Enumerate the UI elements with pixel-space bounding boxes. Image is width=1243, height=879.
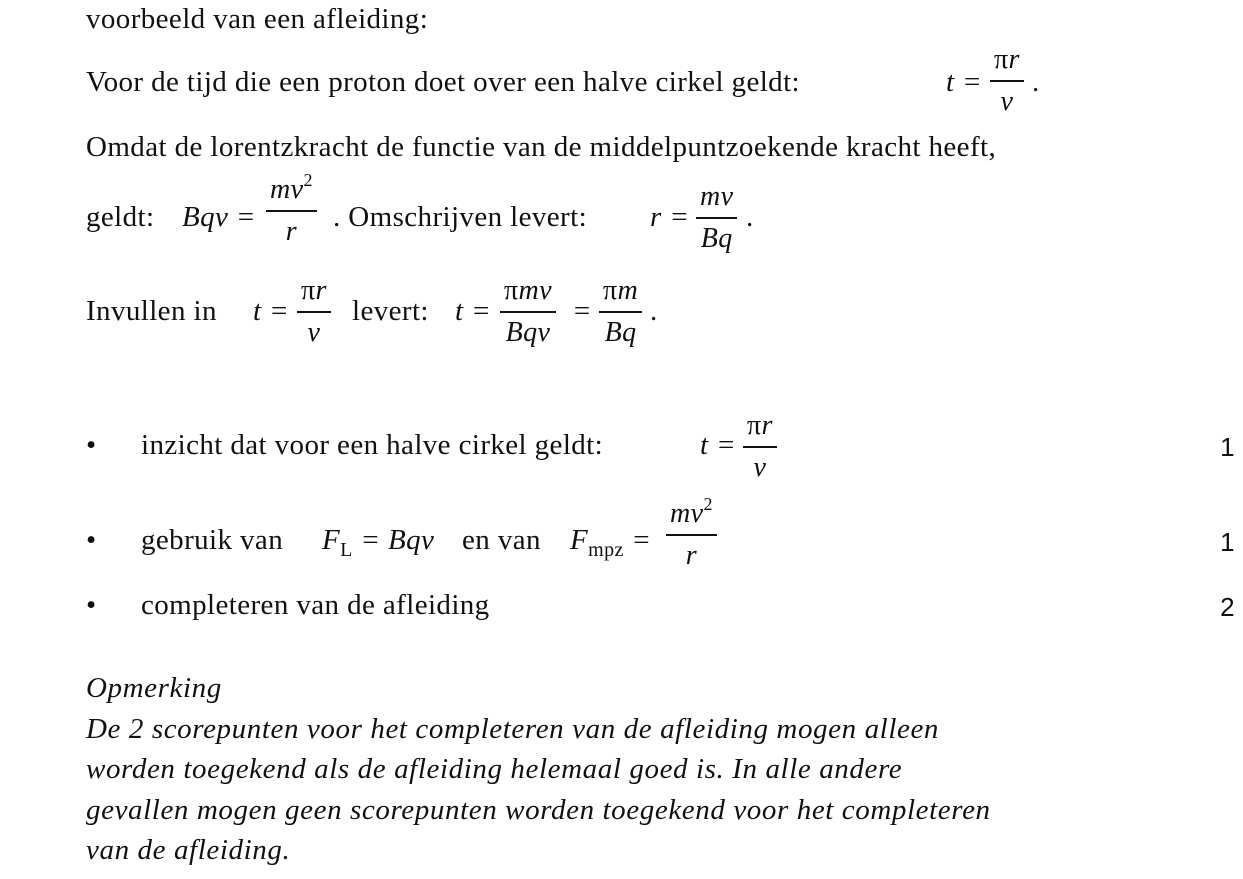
force-symbol: F [322,524,341,556]
bullet-2-symbol: • [86,524,97,556]
intro-text: voorbeeld van een afleiding: [86,3,429,35]
fraction-denominator: Bq [700,222,733,254]
bullet-2-formula-fmpz [570,524,651,562]
line4-formula-lhs1: t = [253,295,290,327]
bullet-2-formula-fl [322,524,434,562]
force-subscript: L [340,539,353,561]
fraction-numerator: mv [518,275,552,306]
line1-formula-lhs: t = [946,66,983,98]
line4-period: . [650,295,658,327]
force-rhs: = Bqv [360,524,435,556]
line1-period: . [1032,66,1040,98]
fraction-numerator: m [617,275,639,306]
exponent: 2 [303,170,313,190]
line3-middle-text: . Omschrijven levert: [333,201,588,233]
remark-line: worden toegekend als de afleiding helemaal goed is. In alle andere [86,753,903,785]
line3-formula-lhs2: r = [650,201,690,233]
pi-symbol: π [747,410,762,441]
remark-heading: Opmerking [86,672,222,704]
line4-fraction-2 [500,277,556,347]
fraction-denominator: v [1000,85,1014,117]
fraction-numerator: r [761,410,773,441]
force-subscript: mpz [588,539,624,561]
bullet-2-text-b: en van [462,524,541,556]
exponent: 2 [703,494,713,514]
line4-formula-lhs2: t = [455,295,492,327]
pi-symbol: π [301,275,316,306]
bullet-1-formula-lhs: t = [700,429,737,461]
remark-line: van de afleiding. [86,834,291,866]
pi-symbol: π [603,275,618,306]
bullet-2-score: 1 [1220,527,1235,557]
bullet-1-fraction [743,412,777,482]
line3-fraction-1 [266,170,317,247]
fraction-numerator: mv [700,181,734,212]
pi-symbol: π [994,44,1009,75]
line4-equals: = [572,295,592,327]
bullet-1-symbol: • [86,429,97,461]
fraction-denominator: v [307,316,321,348]
fraction-denominator: Bqv [505,316,551,348]
fraction-numerator: r [1008,44,1020,75]
remark-block [86,668,1186,871]
fraction-numerator: mv [270,174,304,205]
bullet-2-text-a: gebruik van [141,524,284,556]
bullet-3-symbol: • [86,589,97,621]
fraction-denominator: Bq [604,316,637,348]
line4-middle-text: levert: [352,295,429,327]
force-symbol: F [570,524,589,556]
line2-text: Omdat de lorentzkracht de functie van de middelpuntzoekende kracht heeft, [86,131,997,163]
bullet-3-score: 2 [1220,592,1235,622]
remark-line: De 2 scorepunten voor het completeren van de afleiding mogen alleen [86,712,940,745]
bullet-2-fraction [666,494,717,571]
bullet-3-text: completeren van de afleiding [141,589,490,621]
fraction-denominator: v [753,451,767,483]
fraction-numerator: r [315,275,327,306]
bullet-1-score: 1 [1220,432,1235,462]
fraction-numerator: mv [670,498,704,529]
line1-fraction [990,46,1024,116]
bullet-1-text: inzicht dat voor een halve cirkel geldt: [141,429,604,461]
line3-formula-lhs: Bqv = [182,201,256,233]
line4-fraction-1 [297,277,331,347]
line3-fraction-2 [696,183,737,253]
line1-text: Voor de tijd die een proton doet over een halve cirkel geldt: [86,66,800,98]
equals-sign: = [631,524,652,556]
remark-line: gevallen mogen geen scorepunten worden toegekend voor het completeren [86,793,991,826]
line4-fraction-3 [599,277,642,347]
line3-period: . [746,201,754,233]
pi-symbol: π [504,275,519,306]
fraction-denominator: r [685,539,698,571]
line4-prefix: Invullen in [86,295,217,327]
fraction-denominator: r [285,215,298,247]
line3-prefix: geldt: [86,201,155,233]
